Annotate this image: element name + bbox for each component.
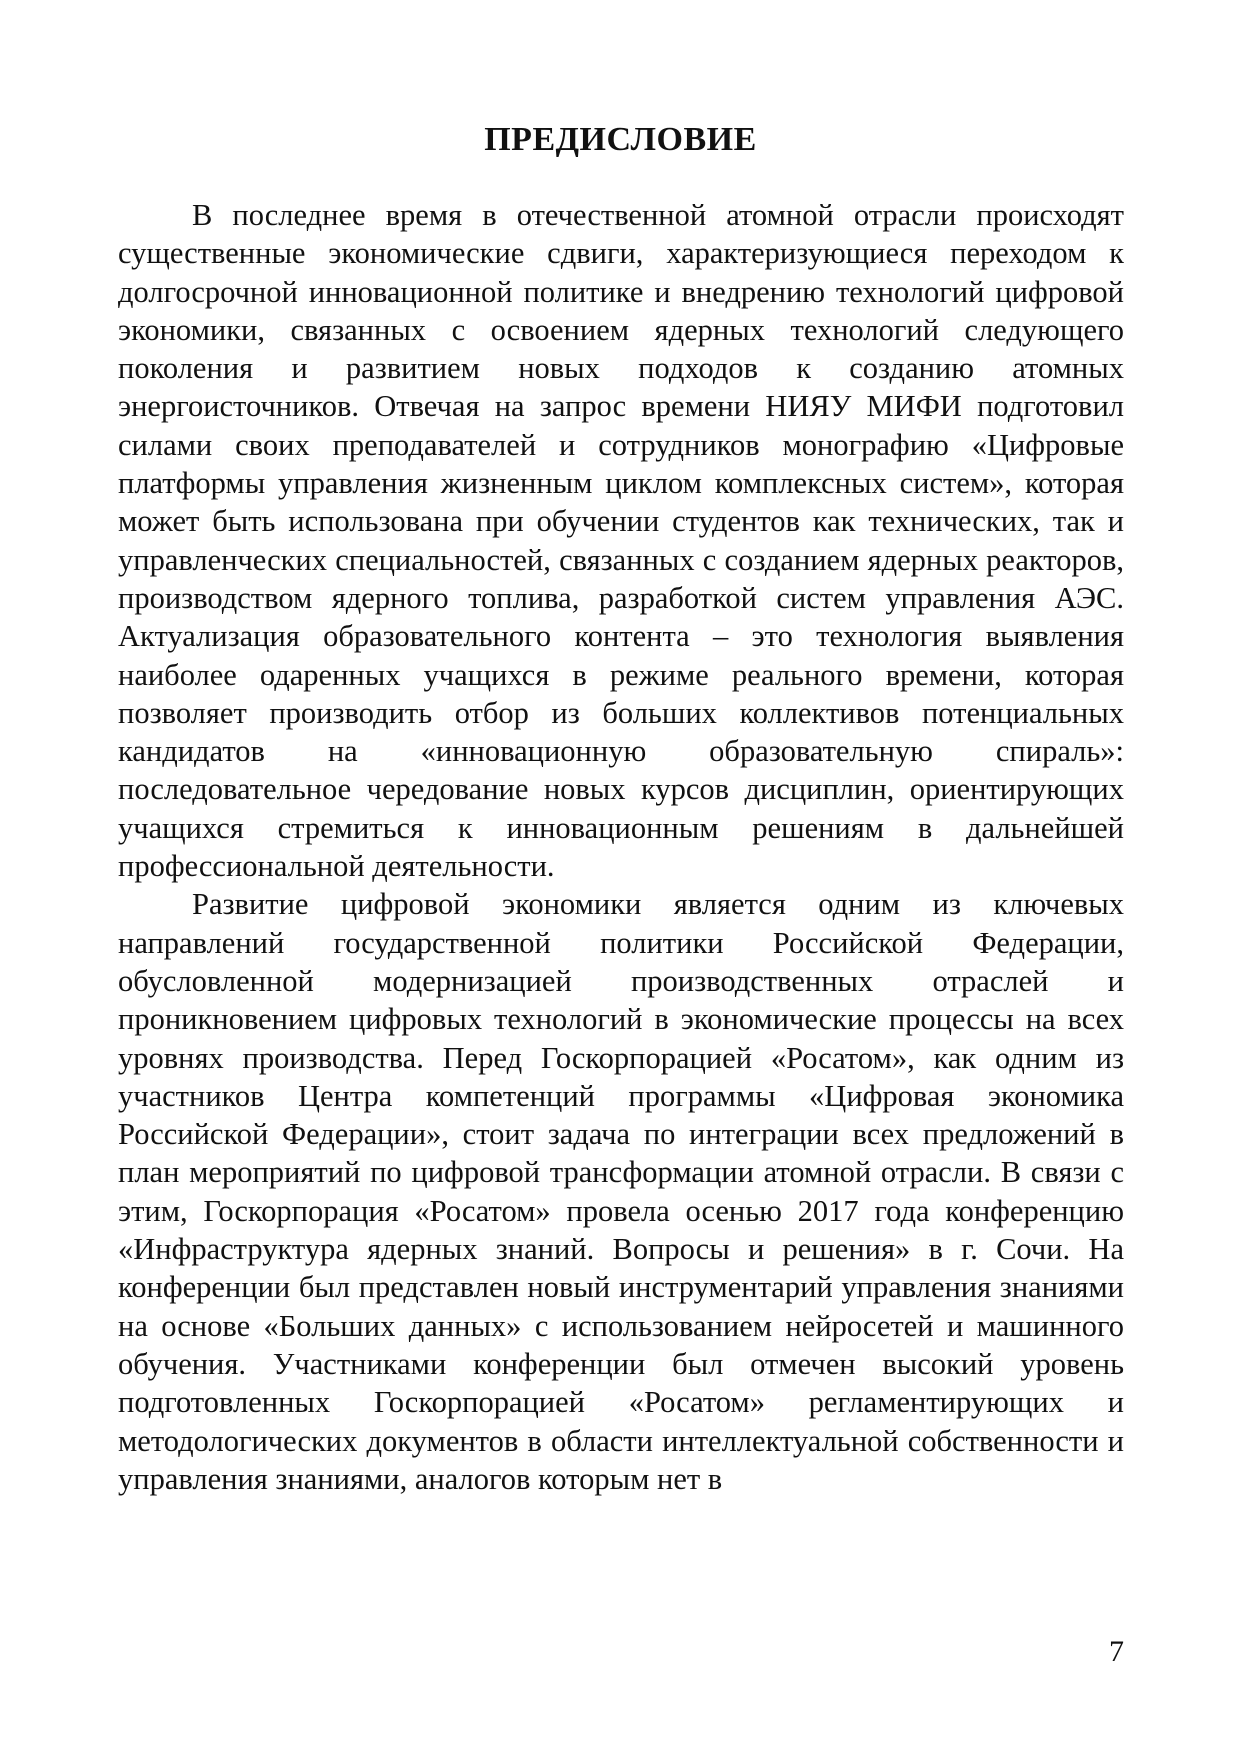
- paragraph-2: Развитие цифровой экономики является одним из ключевых направлений государственной политики Российской Федерации, обусловленной модернизацией производственных отраслей и проникновением цифровых технологий в экономические процессы на всех уровнях производства. Перед Госкорпорацией «Росатом», как одним из участников Центра компетенций программы «Цифровая экономика Российской Федерации», стоит задача по интеграции всех предложений в план мероприятий по цифровой трансформации атомной отрасли. В связи с этим, Госкорпорация «Росатом» провела осенью 2017 года конференцию «Инфраструктура ядерных знаний. Вопросы и решения» в г. Сочи. На конференции был представлен новый инструментарий управления знаниями на основе «Больших данных» с использованием нейросетей и машинного обучения. Участниками конференции был отмечен высокий уровень подготовленных Госкорпорацией «Росатом» регламентирующих и методологических документов в области интеллектуальной собственности и управления знаниями, аналогов которым нет в: [118, 887, 1124, 1496]
- page-title: ПРЕДИСЛОВИЕ: [484, 121, 757, 158]
- body-text: [118, 196, 1124, 1498]
- page-number: 7: [1109, 1635, 1124, 1668]
- paragraph-1: В последнее время в отечественной атомной отрасли происходят существенные экономические сдвиги, характеризующиеся переходом к долгосрочной инновационной политике и внедрению технологий цифровой экономики, связанных с освоением ядерных технологий следующего поколения и развитием новых подходов к созданию атомных энергоисточников. Отвечая на запрос времени НИЯУ МИФИ подготовил силами своих преподавателей и сотрудников монографию «Цифровые платформы управления жизненным циклом комплексных систем», которая может быть использована при обучении студентов как технических, так и управленческих специальностей, связанных с созданием ядерных реакторов, производством ядерного топлива, разработкой систем управления АЭС. Актуализация образовательного контента – это технология выявления наиболее одаренных учащихся в режиме реального времени, которая позволяет производить отбор из больших коллективов потенциальных кандидатов на «инновационную образовательную спираль»: последовательное чередование новых курсов дисциплин, ориентирующих учащихся стремиться к инновационным решениям в дальнейшей профессиональной деятельности.: [118, 198, 1124, 884]
